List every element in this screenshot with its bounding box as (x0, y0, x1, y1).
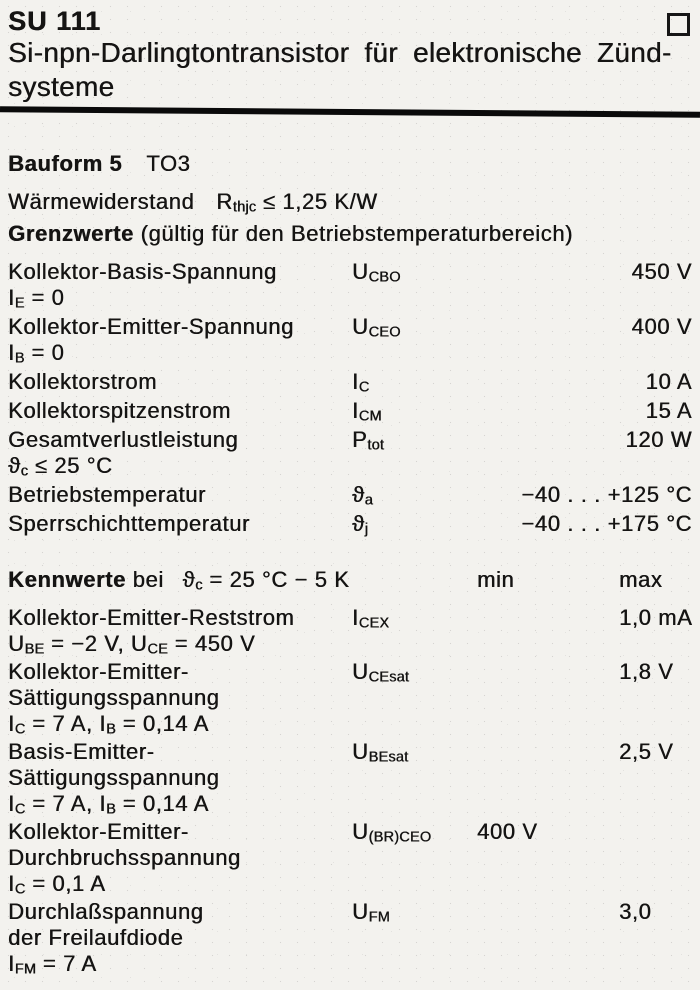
limit-row (8, 314, 692, 366)
parameter-value: −40 . . . +175 °C (521, 511, 692, 536)
limit-row (8, 259, 692, 311)
limit-row (8, 398, 692, 424)
characteristic-row (8, 659, 692, 737)
parameter-label: Kollektorspitzenstrom (8, 398, 231, 423)
parameter-label: Kollektor-Basis-Spannung $I_E = 0$ (8, 259, 277, 312)
limits-heading (8, 221, 692, 247)
parameter-symbol: $U_{CEO}$ (352, 314, 401, 341)
parameter-min-value (477, 605, 619, 657)
parameter-label: Gesamtverlustleistung $ϑ_c \le 25$ °C (8, 427, 239, 480)
page-title-line1: Si-npn-Darlingtontransistor für elektronische Zünd- (8, 37, 672, 68)
parameter-symbol: $U_{(BR)CEO}$ (352, 819, 432, 846)
characteristics-heading-rest: bei (132, 567, 164, 592)
header-rule (0, 106, 700, 117)
parameter-max-value: 3,0 (619, 899, 652, 924)
limit-row (8, 427, 692, 479)
page-title (8, 36, 692, 104)
parameter-label: Basis-Emitter- Sättigungsspannung $I_C = 7$ A, $I_B = 0,14$ A (8, 739, 220, 818)
parameter-symbol: $ϑ_a$ (352, 482, 373, 509)
parameter-label: Kollektor-Emitter- Sättigungsspannung $I_C = 7$ A, $I_B = 0,14$ A (8, 659, 220, 738)
parameter-max-value: 1,0 mA (619, 605, 693, 630)
parameter-symbol: $I_{CEX}$ (352, 605, 390, 632)
parameter-max-value: 2,5 V (619, 739, 674, 764)
parameter-min-value (477, 659, 619, 737)
limit-row (8, 482, 692, 508)
column-header-max: max (619, 567, 663, 592)
parameter-label: Kollektor-Emitter- Durchbruchsspannung $I_C = 0,1$ A (8, 819, 241, 898)
characteristics-condition: $ϑ_c = 25$ °C − 5 K (182, 567, 350, 594)
limits-table (8, 259, 692, 537)
parameter-symbol: $U_{CEsat}$ (352, 659, 410, 686)
parameter-value: −40 . . . +125 °C (521, 482, 692, 507)
characteristic-row (8, 739, 692, 817)
parameter-label: Kollektor-Emitter-Reststrom $U_{BE} = -2$ V, $U_{CE} = 450$ V (8, 605, 295, 658)
parameter-value: 10 A (645, 369, 692, 394)
characteristics-heading-row (8, 567, 692, 593)
parameter-symbol: $U_{BEsat}$ (352, 739, 409, 766)
parameter-value: 400 V (631, 314, 692, 339)
parameter-label: Betriebstemperatur (8, 482, 206, 507)
parameter-symbol: $P_{tot}$ (352, 427, 385, 454)
parameter-label: Durchlaßspannung der Freilaufdiode $I_{FM} = 7$ A (8, 899, 204, 978)
limits-heading-note: (gültig für den Betriebstemperaturbereich) (140, 221, 573, 246)
parameter-label: Kollektorstrom (8, 369, 157, 394)
characteristic-row (8, 819, 692, 897)
parameter-label: Kollektor-Emitter-Spannung $I_B = 0$ (8, 314, 294, 367)
characteristics-heading-bold: Kennwerte (8, 567, 126, 592)
limits-heading-bold: Grenzwerte (8, 221, 134, 246)
parameter-min-value: 400 V (477, 819, 538, 844)
package-line (8, 151, 692, 177)
parameter-symbol: $ϑ_j$ (352, 511, 369, 538)
thermal-formula: $R_{thjc} \le 1,25$ K/W (216, 189, 378, 216)
parameter-symbol: $I_{CM}$ (352, 398, 382, 425)
parameter-min-value (477, 739, 619, 817)
characteristics-table (8, 605, 692, 977)
package-label: Bauform 5 (8, 151, 123, 176)
page-title-line2: systeme (8, 71, 115, 102)
thermal-resistance-line (8, 189, 692, 215)
parameter-value: 15 A (645, 398, 692, 423)
characteristic-row (8, 605, 692, 657)
parameter-max-value (619, 819, 692, 897)
package-code: TO3 (146, 151, 191, 176)
parameter-max-value: 1,8 V (619, 659, 674, 684)
characteristics-heading (8, 567, 477, 593)
part-number: SU 111 (8, 6, 102, 36)
column-header-min: min (477, 567, 515, 592)
parameter-symbol: $U_{CBO}$ (352, 259, 401, 286)
parameter-value: 450 V (631, 259, 692, 284)
parameter-symbol: $U_{FM}$ (352, 899, 390, 926)
parameter-min-value (477, 899, 619, 977)
parameter-symbol: $I_C$ (352, 369, 370, 396)
parameter-value: 120 W (625, 427, 692, 452)
characteristic-row (8, 899, 692, 977)
corner-square-icon (667, 13, 690, 36)
thermal-label: Wärmewiderstand (8, 189, 195, 214)
parameter-label: Sperrschichttemperatur (8, 511, 250, 536)
limit-row (8, 511, 692, 537)
limit-row (8, 369, 692, 395)
